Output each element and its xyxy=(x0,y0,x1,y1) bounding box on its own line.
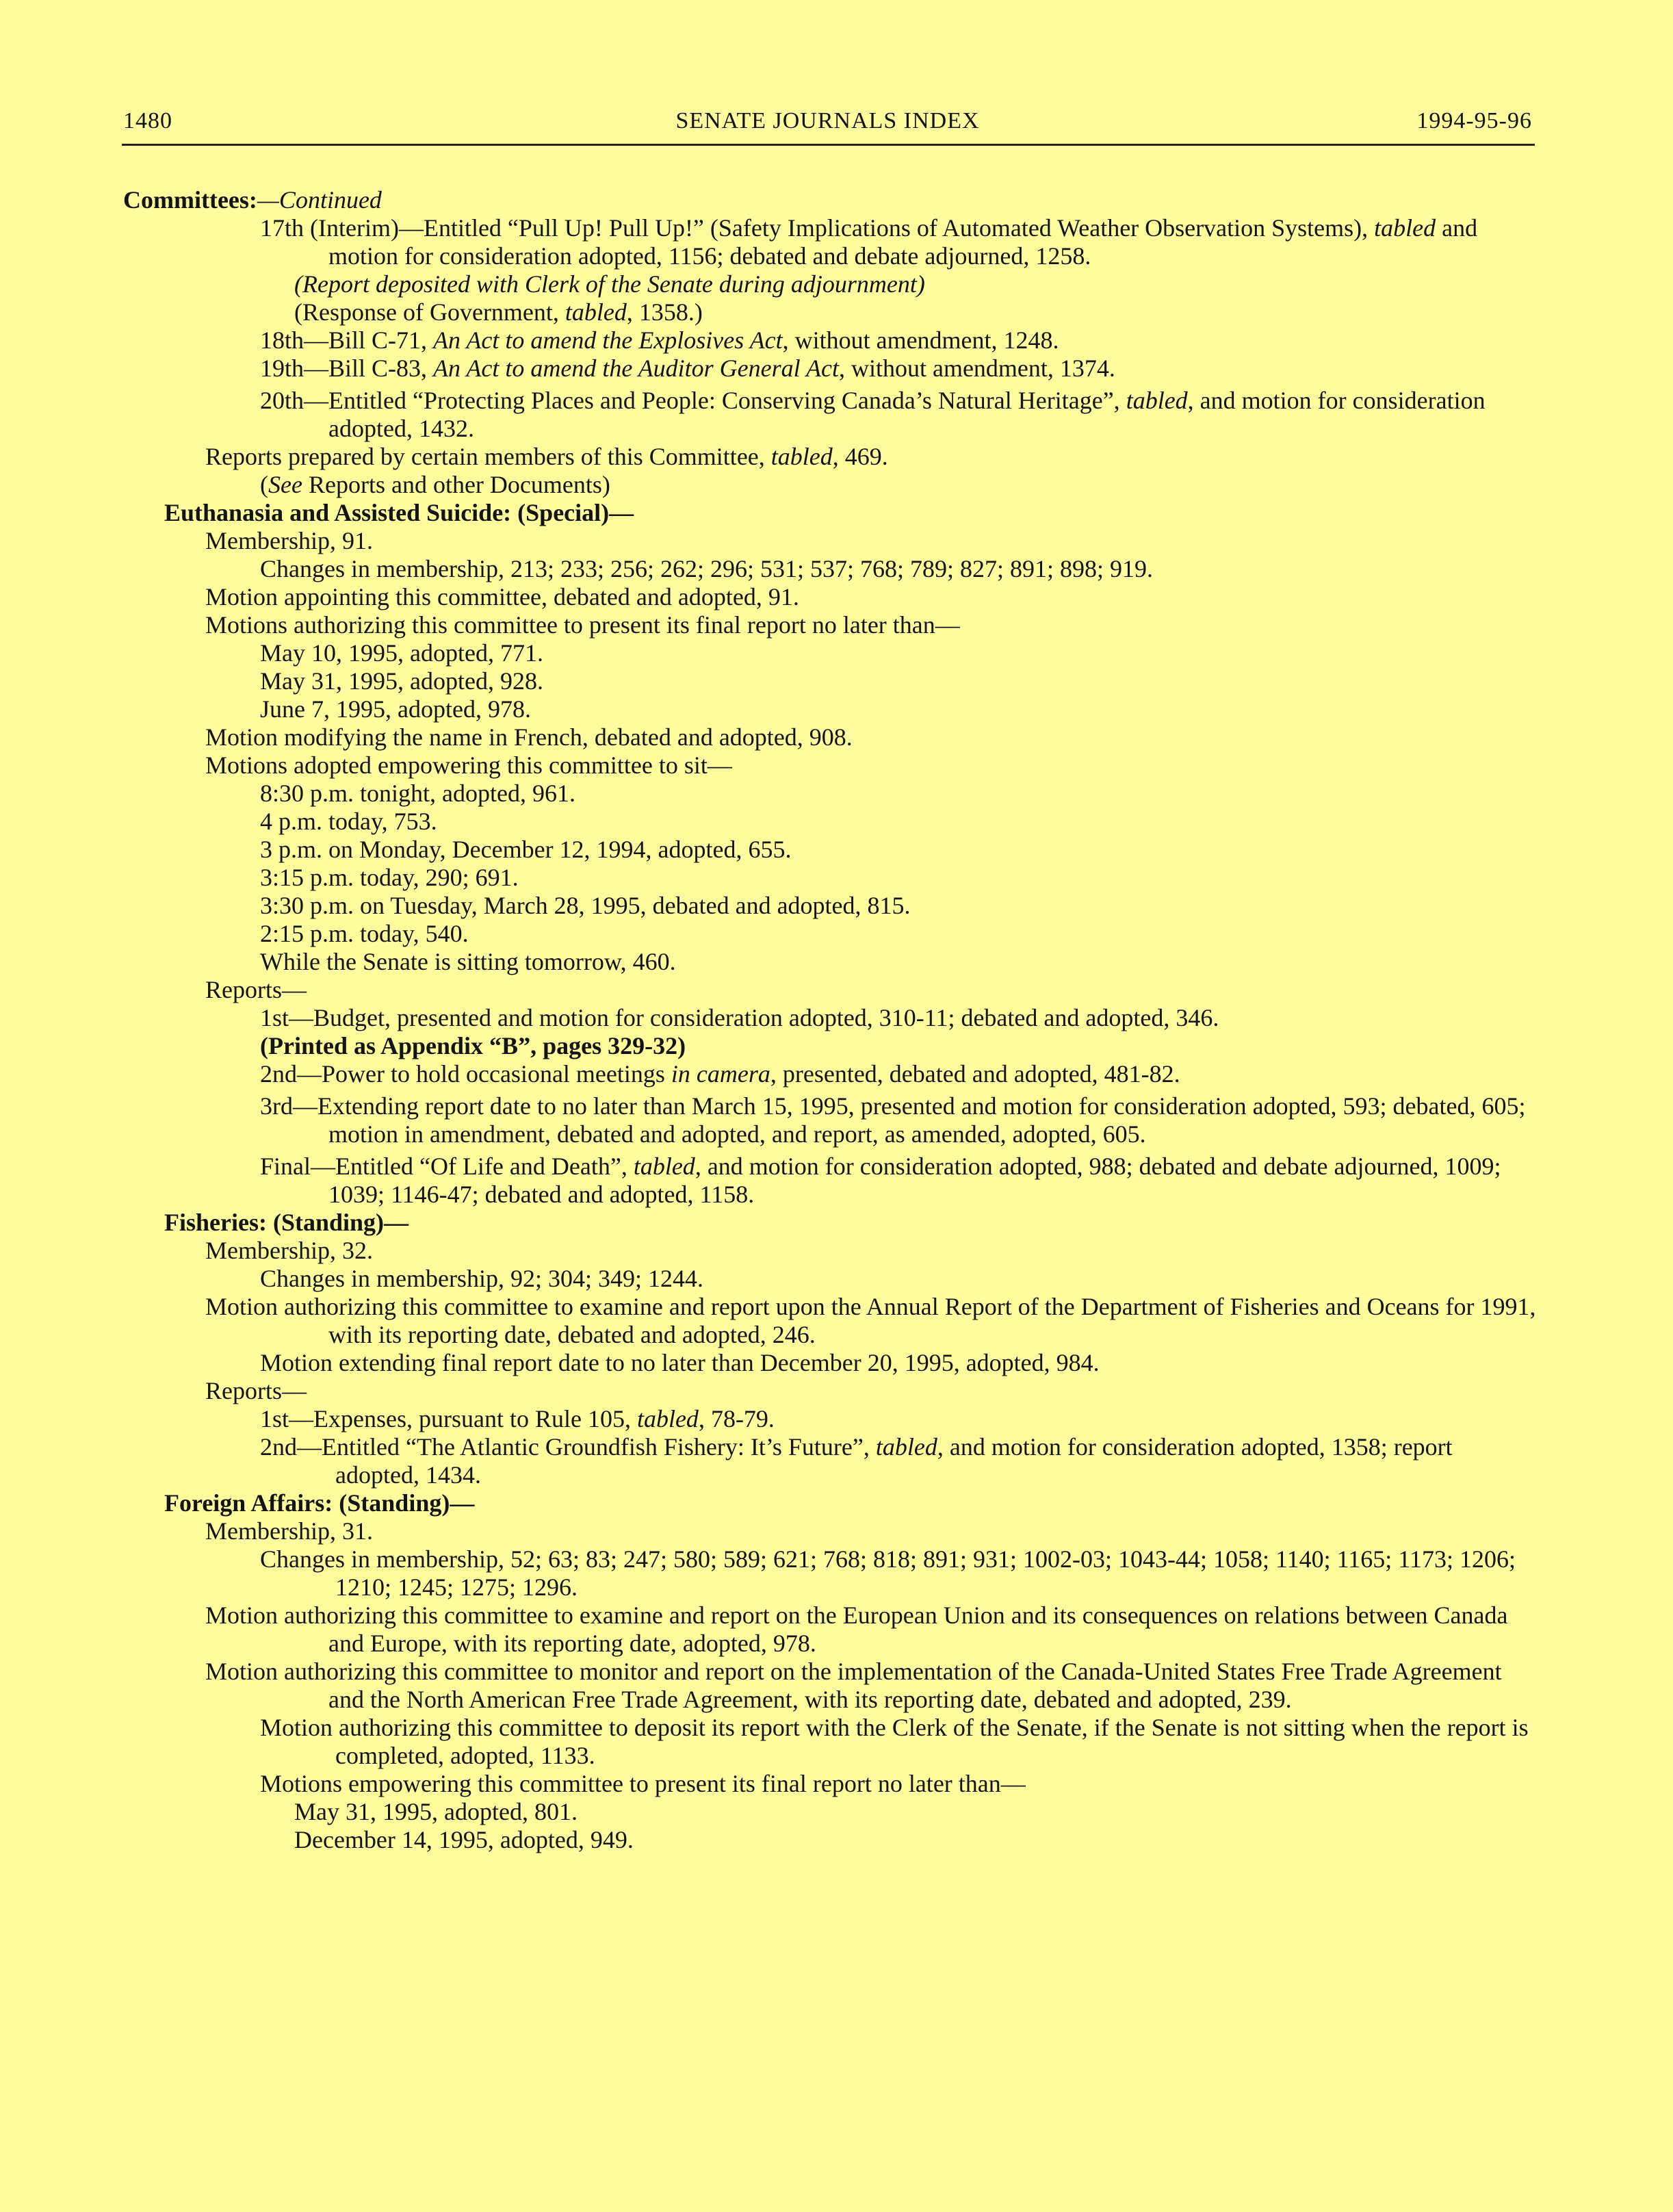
final-date-item: May 31, 1995, adopted, 928. xyxy=(260,667,543,695)
foreign-affairs-motion-eu: Motion authorizing this committee to examine and report on the European Union and its consequences on relations between Canada and Europe, with its reporting date, adopted, 978. xyxy=(205,1602,1508,1657)
fisheries-changes: Changes in membership, 92; 304; 349; 1244. xyxy=(260,1265,703,1292)
report-18th: 18th—Bill C-71, An Act to amend the Explosives Act, without amendment, 1248. xyxy=(260,326,1059,354)
sit-time-item: While the Senate is sitting tomorrow, 460. xyxy=(260,948,676,975)
report-17th-response: (Response of Government, tabled, 1358.) xyxy=(294,298,703,326)
euthanasia-report-1st: 1st—Budget, presented and motion for consideration adopted, 310-11; debated and adopted, 346. xyxy=(260,1004,1219,1031)
foreign-affairs-motion-fta: Motion authorizing this committee to monitor and report on the implementation of the Canada-United States Free Trade Agreement and the North American Free Trade Agreement, with its reporting date, debated and adopted, 239. xyxy=(205,1658,1502,1713)
fisheries-reports-label: Reports— xyxy=(205,1377,307,1404)
fisheries-report-2nd: 2nd—Entitled “The Atlantic Groundfish Fishery: It’s Future”, tabled, and motion for consideration adopted, 1358; report adopted, 1434. xyxy=(260,1433,1453,1489)
committees-continued-heading: Committees:—Continued xyxy=(123,186,382,214)
euthanasia-reports-label: Reports— xyxy=(205,976,307,1003)
foreign-affairs-motions-final: Motions empowering this committee to present its final report no later than— xyxy=(260,1770,1026,1797)
euthanasia-motions-final-report: Motions authorizing this committee to present its final report no later than— xyxy=(205,611,960,639)
sit-time-item: 2:15 p.m. today, 540. xyxy=(260,920,469,947)
euthanasia-report-1st-note: (Printed as Appendix “B”, pages 329-32) xyxy=(260,1032,686,1059)
euthanasia-report-final: Final—Entitled “Of Life and Death”, tabled, and motion for consideration adopted, 988; debated and debate adjourned, 1009; 1039; 1146-47; debated and adopted, 1158. xyxy=(260,1153,1501,1208)
foreign-affairs-motion-deposit: Motion authorizing this committee to deposit its report with the Clerk of the Senate, if the Senate is not sitting when the report is completed, adopted, 1133. xyxy=(260,1714,1529,1769)
euthanasia-report-2nd: 2nd—Power to hold occasional meetings in camera, presented, debated and adopted, 481-82. xyxy=(260,1060,1180,1088)
fisheries-motion-extending: Motion extending final report date to no later than December 20, 1995, adopted, 984. xyxy=(260,1349,1100,1376)
fisheries-motion-examine: Motion authorizing this committee to examine and report upon the Annual Report of the Department of Fisheries and Oceans for 1991, with its reporting date, debated and adopted, 246. xyxy=(205,1293,1536,1348)
index-body xyxy=(123,186,1536,1854)
header-rule xyxy=(122,144,1535,146)
euthanasia-report-3rd: 3rd—Extending report date to no later than March 15, 1995, presented and motion for consideration adopted, 593; debated, 605; motion in amendment, debated and adopted, and report, as amended, adopted, 605. xyxy=(260,1092,1526,1148)
page-title: SENATE JOURNALS INDEX xyxy=(675,108,980,133)
report-17th-note: (Report deposited with Clerk of the Senate during adjournment) xyxy=(294,270,925,298)
euthanasia-motion-french: Motion modifying the name in French, debated and adopted, 908. xyxy=(205,723,853,751)
euthanasia-motion-appointing: Motion appointing this committee, debated and adopted, 91. xyxy=(205,583,799,610)
page-year: 1994-95-96 xyxy=(1416,108,1532,133)
foreign-affairs-changes: Changes in membership, 52; 63; 83; 247; 580; 589; 621; 768; 818; 891; 931; 1002-03; 1043-44; 1058; 1140; 1165; 1173; 1206; 1210; 1245; 1275; 1296. xyxy=(260,1545,1516,1601)
reports-prepared-see: (See Reports and other Documents) xyxy=(260,471,610,498)
euthanasia-motions-sit: Motions adopted empowering this committee to sit— xyxy=(205,751,732,779)
sit-time-item: 4 p.m. today, 753. xyxy=(260,808,437,835)
euthanasia-heading: Euthanasia and Assisted Suicide: (Special)— xyxy=(164,499,634,526)
sit-time-item: 3:30 p.m. on Tuesday, March 28, 1995, debated and adopted, 815. xyxy=(260,892,911,919)
reports-prepared: Reports prepared by certain members of this Committee, tabled, 469. xyxy=(205,443,888,470)
final-date-item: June 7, 1995, adopted, 978. xyxy=(260,695,531,723)
final-date-item: December 14, 1995, adopted, 949. xyxy=(294,1826,634,1853)
page-number: 1480 xyxy=(123,108,172,133)
sit-time-item: 3:15 p.m. today, 290; 691. xyxy=(260,864,519,891)
euthanasia-membership: Membership, 91. xyxy=(205,527,373,554)
report-20th: 20th—Entitled “Protecting Places and People: Conserving Canada’s Natural Heritage”, tabled, and motion for consideration adopted, 1432. xyxy=(260,387,1486,442)
fisheries-heading: Fisheries: (Standing)— xyxy=(164,1209,409,1236)
foreign-affairs-heading: Foreign Affairs: (Standing)— xyxy=(164,1489,475,1517)
foreign-affairs-membership: Membership, 31. xyxy=(205,1517,373,1545)
report-17th: 17th (Interim)—Entitled “Pull Up! Pull Up!” (Safety Implications of Automated Weather Observation Systems), tabled and motion for consideration adopted, 1156; debated and debate adjourned, 1258. xyxy=(260,214,1478,270)
euthanasia-changes: Changes in membership, 213; 233; 256; 262; 296; 531; 537; 768; 789; 827; 891; 898; 919. xyxy=(260,555,1153,582)
sit-time-item: 8:30 p.m. tonight, adopted, 961. xyxy=(260,780,575,807)
fisheries-report-1st: 1st—Expenses, pursuant to Rule 105, tabled, 78-79. xyxy=(260,1405,775,1432)
final-date-item: May 31, 1995, adopted, 801. xyxy=(294,1798,578,1825)
fisheries-membership: Membership, 32. xyxy=(205,1237,373,1264)
sit-time-item: 3 p.m. on Monday, December 12, 1994, adopted, 655. xyxy=(260,836,792,863)
final-date-item: May 10, 1995, adopted, 771. xyxy=(260,639,543,667)
report-19th: 19th—Bill C-83, An Act to amend the Auditor General Act, without amendment, 1374. xyxy=(260,355,1115,382)
